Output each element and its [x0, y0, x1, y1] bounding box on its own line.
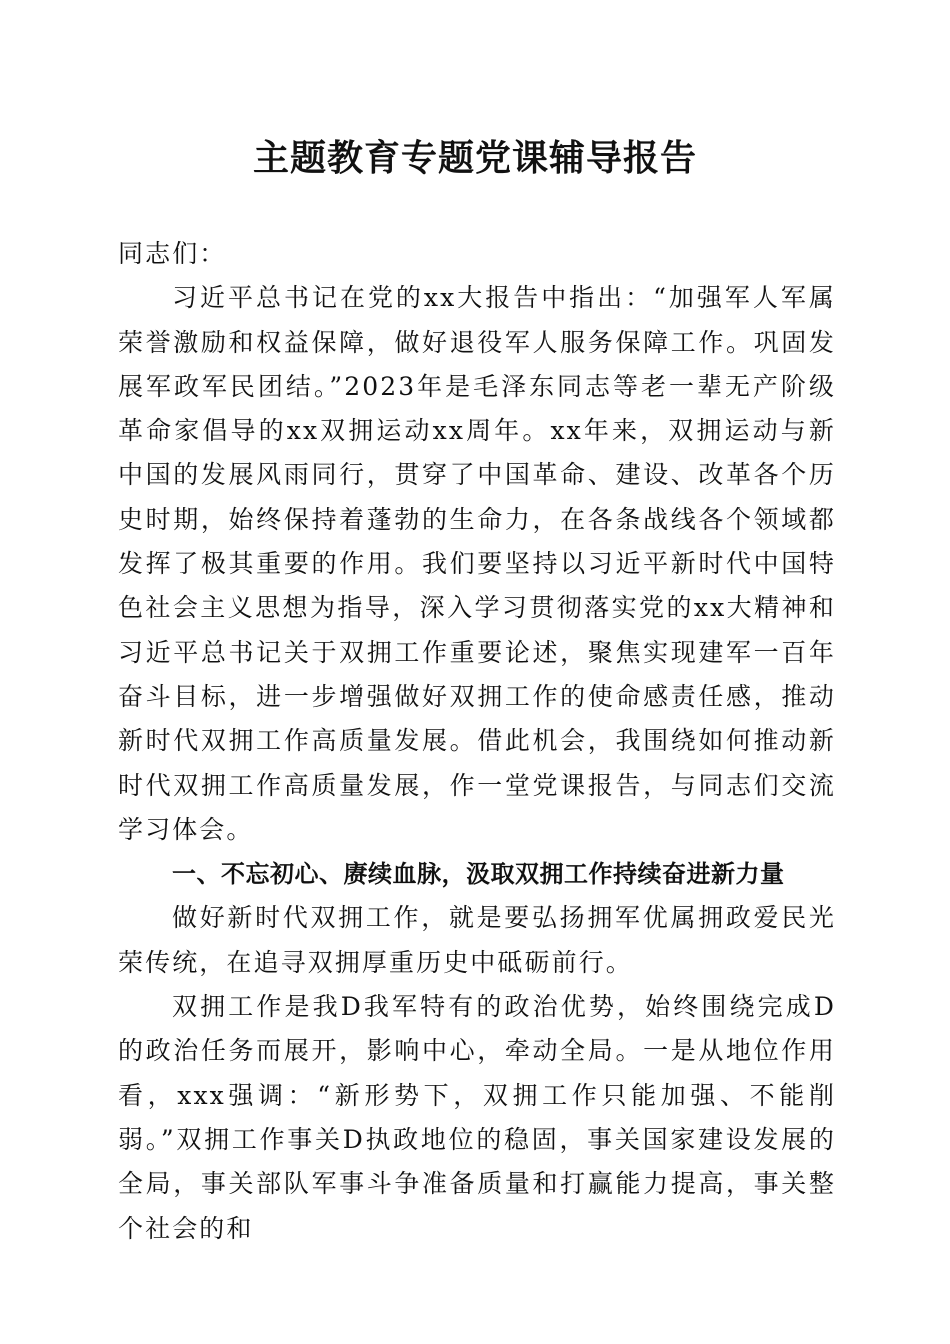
greeting: 同志们： — [118, 239, 227, 268]
paragraph-2: 做好新时代双拥工作，就是要弘扬拥军优属拥政爱民光荣传统，在追寻双拥厚重历史中砥砺前行。 — [118, 903, 836, 977]
document-title: 主题教育专题党课辅导报告 — [252, 137, 697, 179]
paragraph-3: 双拥工作是我D我军特有的政治优势，始终围绕完成D的政治任务而展开，影响中心，牵动全局。一是从地位作用看，xxx强调：“新形势下，双拥工作只能加强、不能削弱。”双拥工作事关D执政地位的稳固，事关国家建设发展的全局，事关部队军事斗争准备质量和打赢能力提高，事关整个社会的和 — [118, 992, 836, 1243]
paragraph-intro: 习近平总书记在党的xx大报告中指出：“加强军人军属荣誉激励和权益保障，做好退役军人服务保障工作。巩固发展军政军民团结。”2023年是毛泽东同志等老一辈无产阶级革命家倡导的xx双拥运动xx周年。xx年来，双拥运动与新中国的发展风雨同行，贯穿了中国革命、建设、改革各个历史时期，始终保持着蓬勃的生命力，在各条战线各个领域都发挥了极其重要的作用。我们要坚持以习近平新时代中国特色社会主义思想为指导，深入学习贯彻落实党的xx大精神和习近平总书记关于双拥工作重要论述，聚焦实现建军一百年奋斗目标，进一步增强做好双拥工作的使命感责任感，推动新时代双拥工作高质量发展。借此机会，我围绕如何推动新时代双拥工作高质量发展，作一堂党课报告，与同志们交流学习体会。 — [118, 283, 836, 844]
document-body — [118, 232, 836, 1251]
section-heading-1: 一、不忘初心、赓续血脉，汲取双拥工作持续奋进新力量 — [172, 860, 785, 889]
